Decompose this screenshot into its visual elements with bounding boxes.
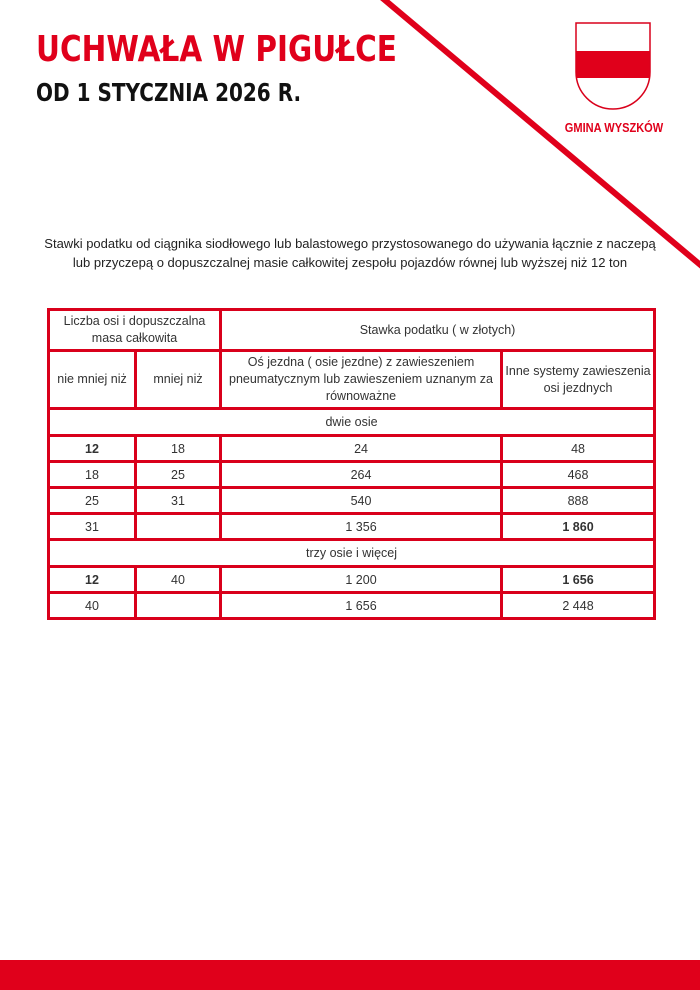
page-subtitle: OD 1 STYCZNIA 2026 R. <box>36 78 302 107</box>
table-row <box>49 488 655 514</box>
cell-max: 18 <box>136 436 221 462</box>
logo-label: GMINA WYSZKÓW <box>564 120 664 135</box>
cell-other: 1 860 <box>502 514 655 540</box>
section-label: dwie osie <box>49 409 655 436</box>
cell-max: 40 <box>136 567 221 593</box>
header-max: mniej niż <box>136 351 221 409</box>
table-row <box>49 593 655 619</box>
cell-pneumatic: 24 <box>221 436 502 462</box>
header-pneumatic: Oś jezdna ( osie jezdne) z zawieszeniem pneumatycznym lub zawieszeniem uznanym za równoważne <box>221 351 502 409</box>
page-title: UCHWAŁA W PIGUŁCE <box>36 29 397 70</box>
cell-pneumatic: 540 <box>221 488 502 514</box>
section-row <box>49 540 655 567</box>
cell-min: 18 <box>49 462 136 488</box>
cell-other: 1 656 <box>502 567 655 593</box>
cell-max <box>136 514 221 540</box>
header-min: nie mniej niż <box>49 351 136 409</box>
intro-text: Stawki podatku od ciągnika siodłowego lub balastowego przystosowanego do używania łącznie z naczepą lub przyczepą o dopuszczalnej masie całkowitej zespołu pojazdów równej lub wyższej niż 12 ton <box>44 236 656 270</box>
footer-bar <box>0 960 700 990</box>
cell-pneumatic: 1 200 <box>221 567 502 593</box>
cell-pneumatic: 1 356 <box>221 514 502 540</box>
table-header-row <box>49 310 655 351</box>
cell-min: 12 <box>49 436 136 462</box>
cell-pneumatic: 1 656 <box>221 593 502 619</box>
cell-pneumatic: 264 <box>221 462 502 488</box>
cell-max: 31 <box>136 488 221 514</box>
header-other: Inne systemy zawieszenia osi jezdnych <box>502 351 655 409</box>
header-tax-rate: Stawka podatku ( w złotych) <box>221 310 655 351</box>
cell-min: 25 <box>49 488 136 514</box>
section-row <box>49 409 655 436</box>
table-row <box>49 514 655 540</box>
tax-rate-table <box>47 308 656 620</box>
cell-other: 2 448 <box>502 593 655 619</box>
table-subheader-row <box>49 351 655 409</box>
table-row <box>49 436 655 462</box>
cell-max: 25 <box>136 462 221 488</box>
section-label: trzy osie i więcej <box>49 540 655 567</box>
cell-min: 12 <box>49 567 136 593</box>
cell-max <box>136 593 221 619</box>
cell-other: 888 <box>502 488 655 514</box>
cell-min: 31 <box>49 514 136 540</box>
table-row <box>49 567 655 593</box>
cell-other: 48 <box>502 436 655 462</box>
cell-min: 40 <box>49 593 136 619</box>
header-axles-mass: Liczba osi i dopuszczalna masa całkowita <box>49 310 221 351</box>
coat-of-arms-icon <box>575 22 651 112</box>
cell-other: 468 <box>502 462 655 488</box>
table-row <box>49 462 655 488</box>
